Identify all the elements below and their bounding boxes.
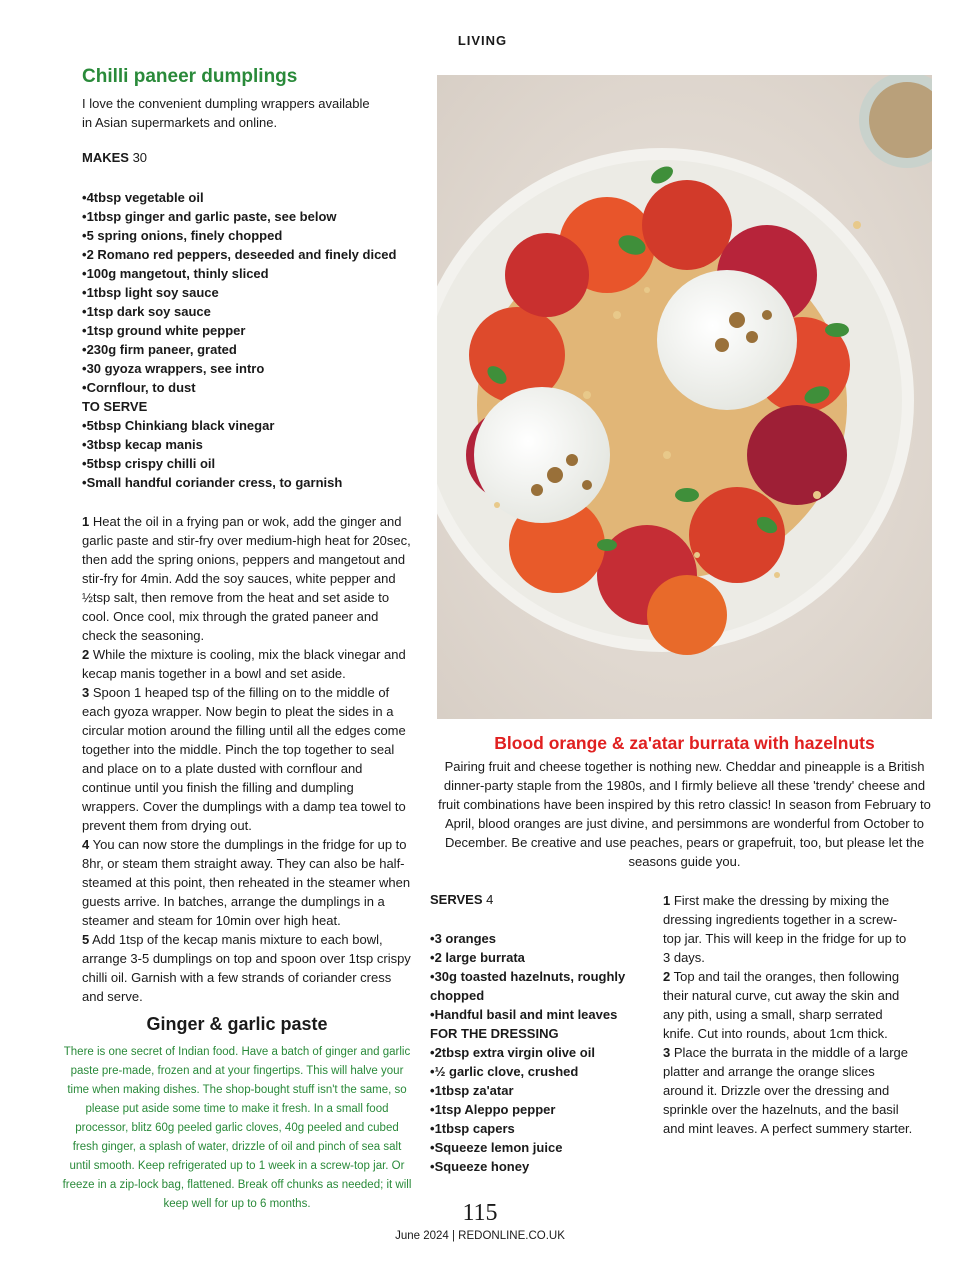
- ingredient-item: • 230g firm paneer, grated: [82, 340, 412, 359]
- to-serve-label: TO SERVE: [82, 399, 148, 414]
- dressing-item: • Squeeze honey: [430, 1157, 650, 1176]
- serve-item: • Small handful coriander cress, to garnish: [82, 473, 412, 492]
- recipe1-ingredients: [82, 188, 412, 492]
- step-text: Top and tail the oranges, then following their natural curve, cut away the skin and any pith, using a small, sharp serrated knife. Cut into rounds, about 1cm thick.: [663, 969, 900, 1041]
- step-number: 3: [663, 1045, 671, 1060]
- method-step: [663, 967, 913, 1043]
- dressing-item: • Squeeze lemon juice: [430, 1138, 650, 1157]
- step-text: You can now store the dumplings in the fridge for up to 8hr, or steam them straight away. They can also be half-steamed at this point, then reheated in the steamer when guests arrive. In batches, arrange the dumplings in a steamer and steam for 10min over high heat.: [82, 837, 411, 928]
- footer: June 2024 | REDONLINE.CO.UK: [395, 1230, 565, 1242]
- method-step: [82, 645, 412, 683]
- serve-item: • 5tbsp crispy chilli oil: [82, 454, 412, 473]
- step-text: Add 1tsp of the kecap manis mixture to each bowl, arrange 3-5 dumplings on top and spoon over 1tsp crispy chilli oil. Garnish with a few strands of coriander cress and serve.: [82, 932, 411, 1004]
- makes-value: 30: [128, 150, 148, 165]
- page-number: 115: [462, 1200, 498, 1226]
- step-number: 5: [82, 932, 90, 947]
- step-text: First make the dressing by mixing the dressing ingredients together in a screw-top jar. This will keep in the fridge for up to 3 days.: [663, 893, 907, 965]
- ingredient-item: • 2 large burrata: [430, 948, 650, 967]
- method-step: [663, 891, 913, 967]
- step-number: 1: [82, 514, 90, 529]
- section-label: LIVING: [457, 33, 508, 48]
- ingredient-item: • 100g mangetout, thinly sliced: [82, 264, 412, 283]
- ingredient-item: • Handful basil and mint leaves: [430, 1005, 650, 1024]
- method-step: [82, 512, 412, 645]
- dressing-item: • 2tbsp extra virgin olive oil: [430, 1043, 650, 1062]
- recipe2-intro: Pairing fruit and cheese together is nothing new. Cheddar and pineapple is a British dinner-party staple from the 1980s, and I firmly believe all these 'trendy' cheese and fruit combinations have been inspired by this retro classic! In season from February to April, blood oranges are just divine, and persimmons are wonderful from October to December. Be creative and use peaches, pears or grapefruit, too, but please let the seasons guide you.: [438, 759, 931, 869]
- step-text: Spoon 1 heaped tsp of the filling on to the middle of each gyoza wrapper. Now begin to pleat the sides in a circular motion around the filling until all the edges come together into the middle. Pinch the top together to seal and place on to a plate dusted with cornflour and continue until you finish the filling and dumpling wrappers. Cover the dumplings with a damp tea towel to prevent them from drying out.: [82, 685, 406, 833]
- ingredient-item: • 30 gyoza wrappers, see intro: [82, 359, 412, 378]
- serves-label: SERVES: [430, 892, 483, 907]
- step-number: 3: [82, 685, 90, 700]
- dressing-item: • 1tsp Aleppo pepper: [430, 1100, 650, 1119]
- serves-value: 4: [482, 892, 494, 907]
- step-number: 1: [663, 893, 671, 908]
- step-text: While the mixture is cooling, mix the black vinegar and kecap manis together in a bowl and set aside.: [82, 647, 406, 681]
- ingredient-item: • 4tbsp vegetable oil: [82, 188, 412, 207]
- step-number: 2: [82, 647, 90, 662]
- dressing-item: • 1tbsp capers: [430, 1119, 650, 1138]
- method-step: [82, 930, 412, 1006]
- recipe2-title: Blood orange & za'atar burrata with hazelnuts: [494, 733, 875, 753]
- step-text: Place the burrata in the middle of a large platter and arrange the orange slices around it. Drizzle over the dressing and sprinkle over the hazelnuts, and the basil and mint leaves. A perfect summery starter.: [663, 1045, 913, 1136]
- method-step: [82, 835, 412, 930]
- makes-line: [82, 150, 147, 165]
- ingredient-item: • 2 Romano red peppers, deseeded and finely diced: [82, 245, 412, 264]
- makes-label: MAKES: [82, 150, 129, 165]
- ginger-text: There is one secret of Indian food. Have a batch of ginger and garlic paste pre-made, frozen and at your fingertips. This will halve your time when making dishes. The shop-bought stuff isn't the same, so please put aside some time to make it fresh. In a small food processor, blitz 60g peeled garlic cloves, 40g peeled and cubed fresh ginger, a splash of water, drizzle of oil and pinch of sea salt until smooth. Keep refrigerated up to 1 week in a screw-top jar. Or freeze in a zip-lock bag, flattened. Break off chunks as needed; it will keep well for up to 6 months.: [62, 1046, 412, 1210]
- recipe1-method: [82, 512, 412, 1006]
- step-number: 2: [663, 969, 671, 984]
- dressing-item: • ½ garlic clove, crushed: [430, 1062, 650, 1081]
- serve-item: • 3tbsp kecap manis: [82, 435, 412, 454]
- recipe1-title: Chilli paneer dumplings: [82, 66, 298, 87]
- step-number: 4: [82, 837, 90, 852]
- burrata-plate-illustration: [437, 75, 932, 719]
- recipe2-ingredients: [430, 929, 650, 1176]
- ingredient-item: • 1tsp dark soy sauce: [82, 302, 412, 321]
- recipe2-method: [663, 891, 913, 1138]
- method-step: [663, 1043, 913, 1138]
- serves-line: [430, 892, 493, 907]
- ingredient-item: • 1tbsp ginger and garlic paste, see below: [82, 207, 412, 226]
- ginger-title: Ginger & garlic paste: [146, 1014, 328, 1034]
- dressing-label: FOR THE DRESSING: [430, 1026, 559, 1041]
- step-text: Heat the oil in a frying pan or wok, add the ginger and garlic paste and stir-fry over medium-high heat for 20sec, then add the spring onions, peppers and mangetout and stir-fry for 4min. Add the soy sauces, white pepper and ½tsp salt, then remove from the heat and set aside to cool. Once cool, mix through the grated paneer and check the seasoning.: [82, 514, 411, 643]
- ingredient-item: • 1tbsp light soy sauce: [82, 283, 412, 302]
- ingredient-item: • 1tsp ground white pepper: [82, 321, 412, 340]
- method-step: [82, 683, 412, 835]
- ingredient-item: • 30g toasted hazelnuts, roughly chopped: [430, 967, 650, 1005]
- serve-item: • 5tbsp Chinkiang black vinegar: [82, 416, 412, 435]
- ingredient-item: • 3 oranges: [430, 929, 650, 948]
- food-photo: [437, 75, 932, 719]
- recipe1-intro: I love the convenient dumpling wrappers available in Asian supermarkets and online.: [82, 96, 370, 130]
- ingredient-item: • Cornflour, to dust: [82, 378, 412, 397]
- dressing-item: • 1tbsp za'atar: [430, 1081, 650, 1100]
- ingredient-item: • 5 spring onions, finely chopped: [82, 226, 412, 245]
